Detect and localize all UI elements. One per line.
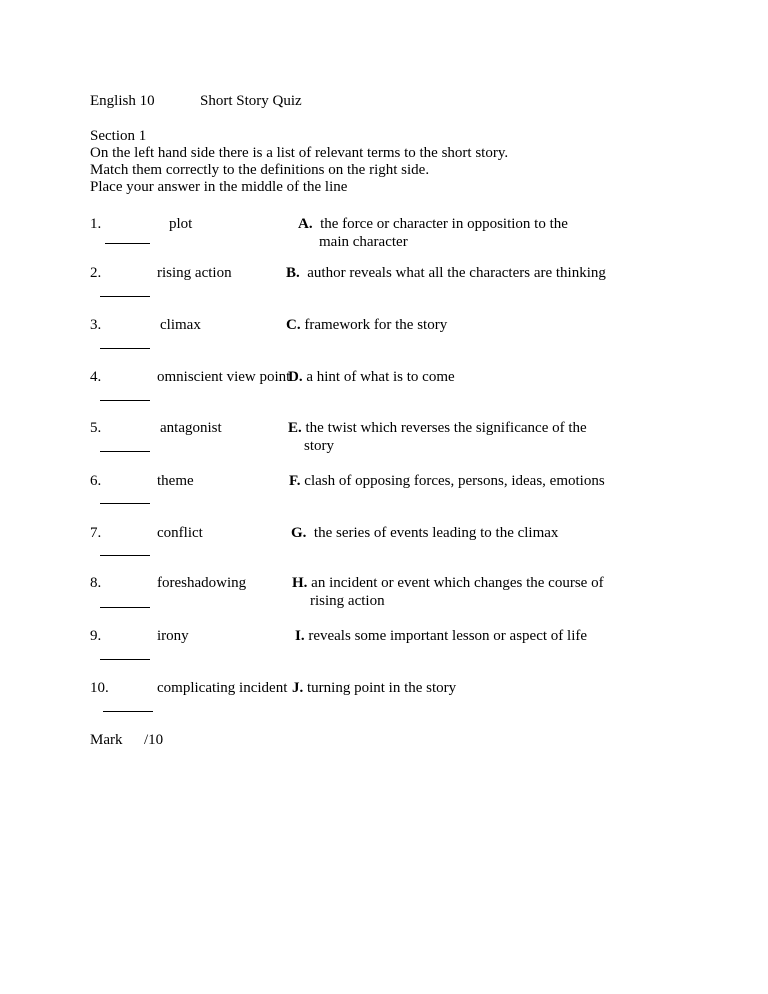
answer-blank[interactable] bbox=[100, 451, 150, 452]
answer-blank[interactable] bbox=[103, 711, 153, 712]
definition-letter: B. bbox=[286, 265, 300, 281]
answer-blank[interactable] bbox=[100, 555, 150, 556]
instruction-line-3: Place your answer in the middle of the line bbox=[90, 179, 348, 195]
item-number: 3. bbox=[90, 317, 102, 333]
answer-blank[interactable] bbox=[100, 296, 150, 297]
item-number: 8. bbox=[90, 575, 102, 591]
item-definition bbox=[286, 316, 447, 334]
definition-text-continued: story bbox=[304, 438, 334, 454]
section-heading: Section 1 bbox=[90, 128, 147, 144]
item-definition bbox=[286, 264, 606, 282]
item-number: 1. bbox=[90, 216, 102, 232]
definition-text-continued: main character bbox=[319, 234, 408, 250]
item-number: 4. bbox=[90, 369, 102, 385]
answer-blank[interactable] bbox=[100, 659, 150, 660]
definition-text: the twist which reverses the significance of the bbox=[305, 420, 587, 436]
item-definition bbox=[298, 215, 568, 250]
item-definition bbox=[291, 524, 558, 542]
answer-blank[interactable] bbox=[100, 400, 150, 401]
definition-letter: G. bbox=[291, 525, 307, 541]
definition-letter: I. bbox=[295, 628, 305, 644]
item-definition bbox=[295, 627, 587, 645]
course-label: English 10 bbox=[90, 93, 155, 109]
definition-text: clash of opposing forces, persons, ideas, emotions bbox=[304, 473, 605, 489]
item-term: plot bbox=[169, 216, 193, 232]
item-term: complicating incident bbox=[157, 680, 288, 696]
definition-text-continued: rising action bbox=[310, 593, 385, 609]
item-number: 2. bbox=[90, 265, 102, 281]
item-term: rising action bbox=[157, 265, 232, 281]
item-number: 9. bbox=[90, 628, 102, 644]
item-term: climax bbox=[160, 317, 201, 333]
definition-letter: D. bbox=[288, 369, 303, 385]
mark-label: Mark bbox=[90, 732, 123, 748]
item-number: 10. bbox=[90, 680, 109, 696]
answer-blank[interactable] bbox=[100, 503, 150, 504]
definition-letter: C. bbox=[286, 317, 301, 333]
item-term: foreshadowing bbox=[157, 575, 247, 591]
instruction-line-1: On the left hand side there is a list of relevant terms to the short story. bbox=[90, 145, 509, 161]
definition-text: an incident or event which changes the course of bbox=[311, 575, 604, 591]
item-number: 5. bbox=[90, 420, 102, 436]
item-term: antagonist bbox=[160, 420, 222, 436]
item-definition bbox=[292, 574, 604, 609]
answer-blank[interactable] bbox=[100, 348, 150, 349]
definition-letter: E. bbox=[288, 420, 302, 436]
item-definition bbox=[288, 368, 455, 386]
answer-blank[interactable] bbox=[105, 243, 150, 244]
item-term: theme bbox=[157, 473, 194, 489]
instruction-line-2: Match them correctly to the definitions on the right side. bbox=[90, 162, 430, 178]
mark-total: /10 bbox=[144, 732, 164, 748]
item-number: 7. bbox=[90, 525, 102, 541]
definition-text: reveals some important lesson or aspect of life bbox=[308, 628, 588, 644]
definition-letter: F. bbox=[289, 473, 301, 489]
item-number: 6. bbox=[90, 473, 102, 489]
definition-text: a hint of what is to come bbox=[306, 369, 455, 385]
definition-text: framework for the story bbox=[304, 317, 448, 333]
definition-text: author reveals what all the characters are thinking bbox=[307, 265, 606, 281]
item-definition bbox=[292, 679, 456, 697]
item-term: conflict bbox=[157, 525, 203, 541]
definition-letter: J. bbox=[292, 680, 304, 696]
item-definition bbox=[288, 419, 587, 454]
answer-blank[interactable] bbox=[100, 607, 150, 608]
definition-letter: H. bbox=[292, 575, 308, 591]
definition-text: the series of events leading to the climax bbox=[313, 525, 559, 541]
definition-text: turning point in the story bbox=[307, 680, 457, 696]
item-term: irony bbox=[157, 628, 189, 644]
quiz-title: Short Story Quiz bbox=[200, 93, 302, 109]
definition-letter: A. bbox=[298, 216, 313, 232]
definition-text: the force or character in opposition to the bbox=[320, 216, 568, 232]
item-definition bbox=[289, 472, 605, 490]
item-term: omniscient view point bbox=[157, 369, 291, 385]
